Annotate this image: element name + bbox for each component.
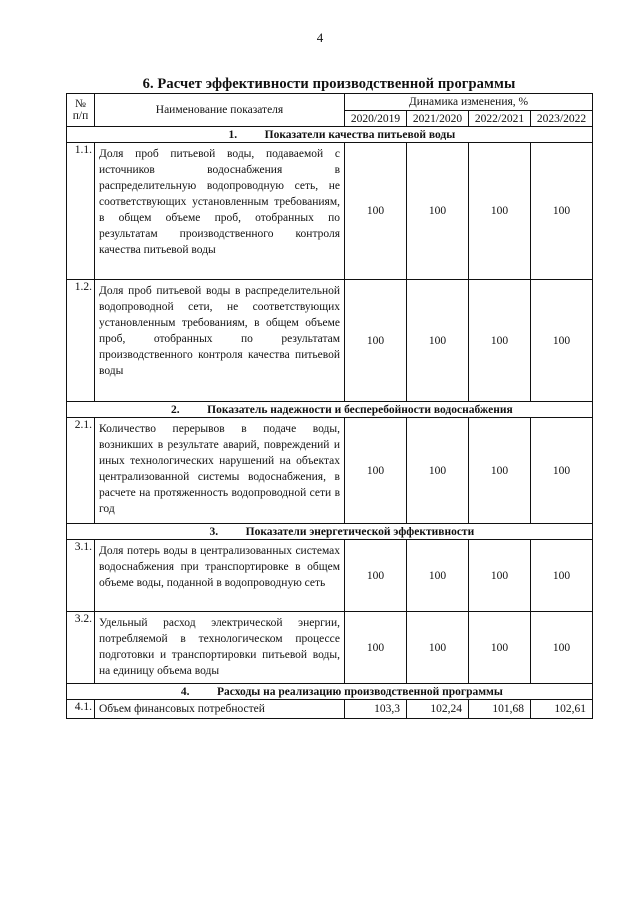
section-title: Расходы на реализацию производственной программы <box>217 685 503 698</box>
value-cell: 101,68 <box>469 700 531 719</box>
value-cell: 100 <box>469 612 531 684</box>
value-cell: 100 <box>407 612 469 684</box>
col-name-header: Наименование показателя <box>95 94 345 127</box>
section-number: 3. <box>209 525 219 538</box>
section-number: 4. <box>180 685 190 698</box>
value-cell: 100 <box>531 418 593 524</box>
value-cell: 100 <box>345 418 407 524</box>
table-row <box>67 612 593 684</box>
year-header: 2022/2021 <box>469 111 531 127</box>
value-cell: 100 <box>531 612 593 684</box>
year-header: 2021/2020 <box>407 111 469 127</box>
indicator-name: Доля проб питьевой воды, подаваемой с источников водоснабжения в распределительную водопроводную сеть, не соответствующих установленным требованиям, в общем объеме проб, отобранных по результатам производственного контроля качества питьевой воды <box>95 143 345 280</box>
value-cell: 102,24 <box>407 700 469 719</box>
section-header-row <box>67 127 593 143</box>
row-number: 3.2. <box>67 612 95 684</box>
indicator-name: Доля потерь воды в централизованных системах водоснабжения при транспортировке в общем объеме воды, поданной в водопроводную сеть <box>95 540 345 612</box>
row-number: 1.1. <box>67 143 95 280</box>
section-number: 1. <box>228 128 238 141</box>
year-header: 2020/2019 <box>345 111 407 127</box>
col-num-header: № п/п <box>67 94 95 127</box>
value-cell: 100 <box>531 540 593 612</box>
efficiency-table <box>66 93 593 719</box>
section-header-row <box>67 684 593 700</box>
section-title: Показатели энергетической эффективности <box>245 525 475 538</box>
value-cell: 100 <box>469 143 531 280</box>
table-row <box>67 143 593 280</box>
section-number: 2. <box>170 403 180 416</box>
value-cell: 100 <box>531 280 593 402</box>
document-heading: 6. Расчет эффективности производственной программы <box>142 76 516 92</box>
row-number: 2.1. <box>67 418 95 524</box>
value-cell: 100 <box>407 540 469 612</box>
table-row <box>67 418 593 524</box>
row-number: 1.2. <box>67 280 95 402</box>
value-cell: 100 <box>345 612 407 684</box>
table-row <box>67 540 593 612</box>
value-cell: 103,3 <box>345 700 407 719</box>
indicator-name: Количество перерывов в подаче воды, возникших в результате аварий, повреждений и иных технологических нарушений на объектах централизованной системы водоснабжения, в расчете на протяженность водопроводной сети в год <box>95 418 345 524</box>
value-cell: 100 <box>345 143 407 280</box>
value-cell: 100 <box>345 540 407 612</box>
value-cell: 102,61 <box>531 700 593 719</box>
value-cell: 100 <box>531 143 593 280</box>
row-number: 3.1. <box>67 540 95 612</box>
page-number: 4 <box>316 30 324 45</box>
value-cell: 100 <box>469 418 531 524</box>
section-header-row <box>67 402 593 418</box>
indicator-name: Объем финансовых потребностей <box>95 700 345 719</box>
dynamics-header: Динамика изменения, % <box>345 94 593 111</box>
value-cell: 100 <box>407 418 469 524</box>
year-header: 2023/2022 <box>531 111 593 127</box>
section-header-row <box>67 524 593 540</box>
section-title: Показатель надежности и бесперебойности водоснабжения <box>207 403 513 416</box>
table-row <box>67 700 593 719</box>
table-row <box>67 280 593 402</box>
indicator-name: Доля проб питьевой воды в распределительной водопроводной сети, не соответствующих установленным требованиям, в общем объеме проб, отобранных по результатам производственного контроля качества питьевой воды <box>95 280 345 402</box>
value-cell: 100 <box>345 280 407 402</box>
section-title: Показатели качества питьевой воды <box>264 128 456 141</box>
row-number: 4.1. <box>67 700 95 719</box>
value-cell: 100 <box>469 540 531 612</box>
value-cell: 100 <box>407 143 469 280</box>
value-cell: 100 <box>469 280 531 402</box>
value-cell: 100 <box>407 280 469 402</box>
indicator-name: Удельный расход электрической энергии, потребляемой в технологическом процессе подготовки и транспортировки питьевой воды, на единицу объема воды <box>95 612 345 684</box>
